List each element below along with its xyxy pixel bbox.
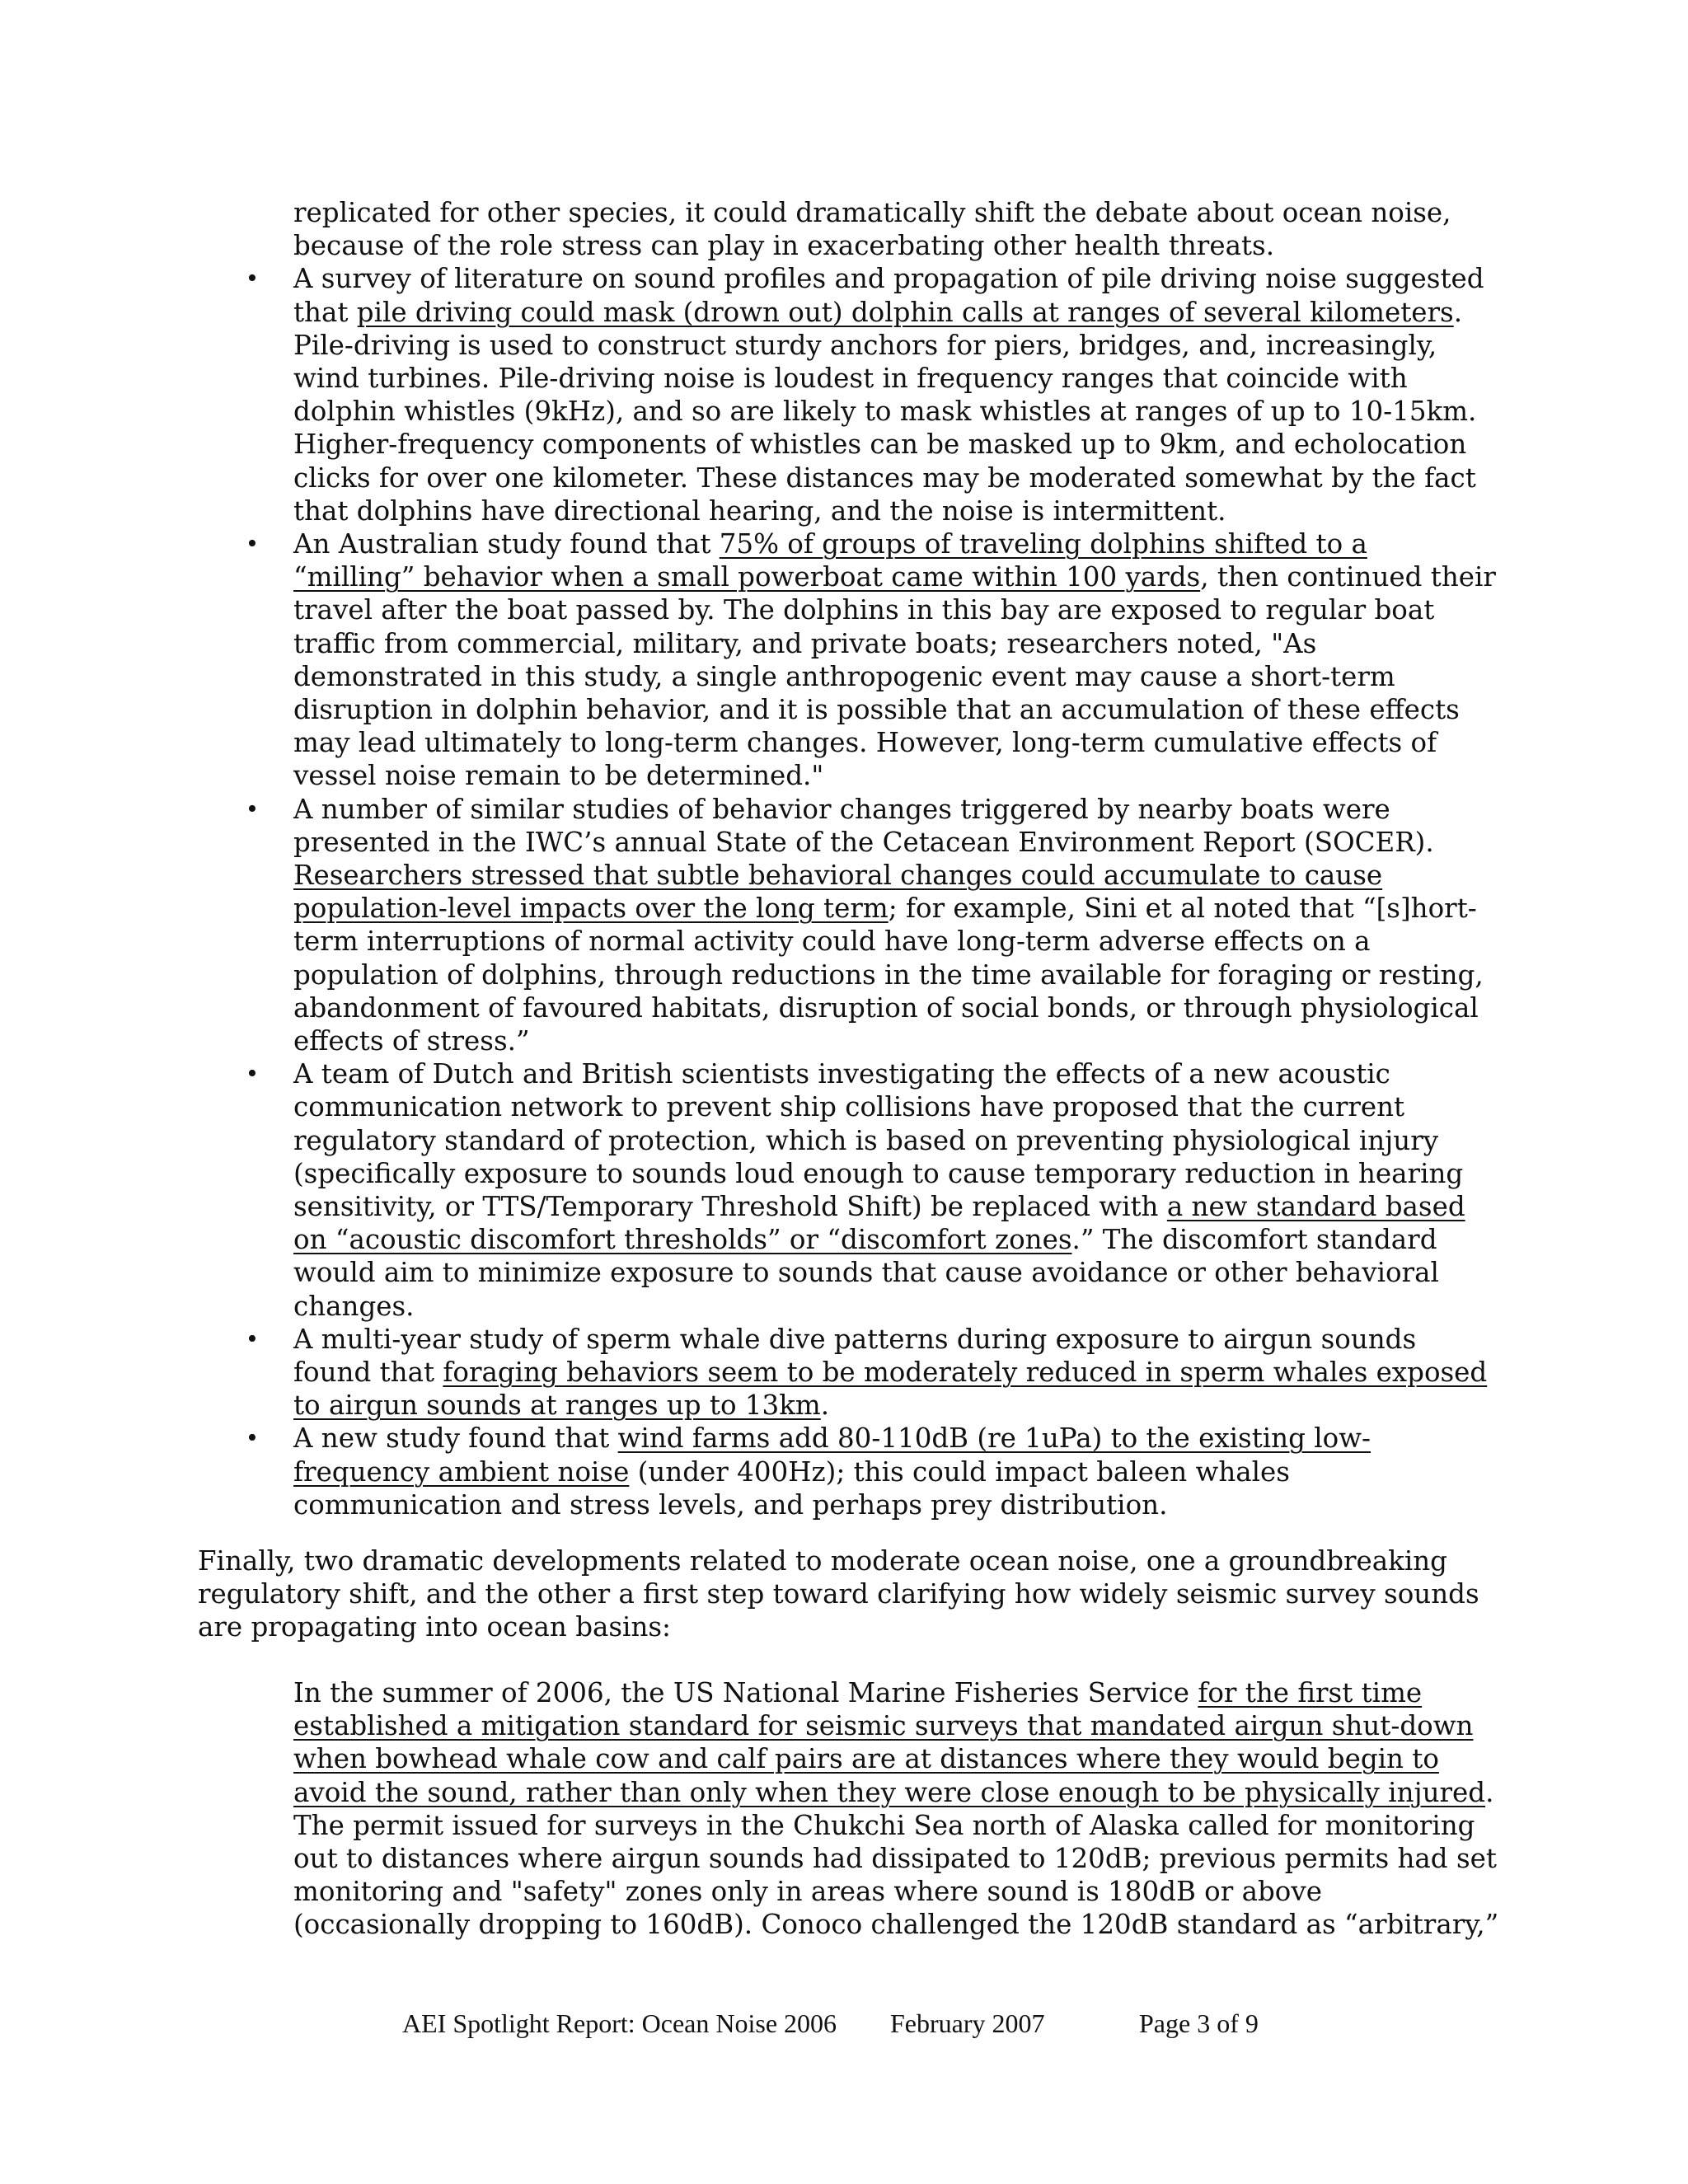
text-run: communication network to prevent ship collisions have proposed that the current (293, 1091, 1405, 1123)
underlined-text: pile driving could mask (drown out) dolphin calls at ranges of several kilometers (356, 296, 1454, 328)
footer-date: February 2007 (890, 2008, 1045, 2038)
text-run: changes. (293, 1290, 415, 1322)
underlined-text: 75% of groups of traveling dolphins shifted to a (719, 528, 1367, 560)
text-line (293, 627, 1316, 660)
text-run: wind turbines. Pile-driving noise is loudest in frequency ranges that coincide with (293, 363, 1408, 394)
text-run: out to distances where airgun sounds had dissipated to 120dB; previous permits had set (293, 1843, 1497, 1874)
text-run: (under 400Hz); this could impact baleen whales (629, 1455, 1290, 1488)
text-run: , then continued their (1200, 561, 1496, 593)
text-run: demonstrated in this study, a single anthropogenic event may cause a short-term (293, 660, 1395, 692)
text-run: Higher-frequency components of whistles can be masked up to 9km, and echolocation (293, 429, 1467, 461)
text-run: An Australian study found that (293, 528, 720, 560)
text-line (293, 1488, 1167, 1521)
text-line (293, 196, 1451, 229)
text-line (293, 329, 1437, 362)
text-run: abandonment of favoured habitats, disruption of social bonds, or through physiological (293, 991, 1479, 1024)
underlined-text: foraging behaviors seem to be moderately reduced in sperm whales exposed (443, 1357, 1488, 1388)
text-line (293, 1223, 1437, 1256)
text-run: are propagating into ocean basins: (198, 1611, 672, 1643)
text-run: . (1485, 1776, 1494, 1808)
text-run: Pile-driving is used to construct sturdy anchors for piers, bridges, and, increasingly, (293, 329, 1437, 361)
underlined-text: Researchers stressed that subtle behavioral changes could accumulate to cause (293, 860, 1383, 891)
text-line (198, 1610, 671, 1643)
text-line (293, 1124, 1438, 1157)
text-run: regulatory standard of protection, which is based on preventing physiological injury (293, 1124, 1439, 1156)
text-line (293, 1809, 1475, 1842)
underlined-text: to airgun sounds at ranges up to 13km (293, 1390, 821, 1422)
text-line (293, 1676, 1422, 1709)
text-run: regulatory shift, and the other a first step toward clarifying how widely seismic survey sounds (198, 1578, 1479, 1610)
text-run: may lead ultimately to long-term changes. However, long-term cumulative effects of (293, 727, 1437, 759)
text-line (293, 859, 1382, 892)
bullet-icon: • (247, 1058, 257, 1090)
text-run: (occasionally dropping to 160dB). Conoco challenged the 120dB standard as “arbitrary,” (293, 1909, 1499, 1941)
text-line (198, 1544, 1447, 1577)
text-line (293, 462, 1476, 494)
text-run: . (820, 1390, 830, 1422)
text-line (293, 1709, 1473, 1742)
text-line (293, 1455, 1290, 1488)
text-line (293, 958, 1484, 991)
text-line (293, 1057, 1390, 1090)
underlined-text: avoid the sound, rather than only when they were close enough to be physically injured (293, 1776, 1486, 1808)
text-line (293, 1157, 1463, 1190)
text-run: A team of Dutch and British scientists investigating the effects of a new acoustic (293, 1058, 1390, 1090)
text-run: replicated for other species, it could dramatically shift the debate about ocean noise, (293, 197, 1451, 228)
text-run: .” The discomfort standard (1071, 1224, 1437, 1256)
underlined-text: population-level impacts over the long term (293, 893, 889, 925)
text-line (293, 1323, 1416, 1356)
text-run: because of the role stress can play in exacerbating other health threats. (293, 230, 1275, 262)
text-line (293, 826, 1434, 859)
underlined-text: when bowhead whale cow and calf pairs are at distances where they would begin to (293, 1743, 1439, 1775)
text-line (293, 1776, 1493, 1809)
bullet-icon: • (247, 1323, 257, 1354)
text-line (293, 726, 1437, 759)
text-line (293, 1875, 1322, 1908)
text-run: A survey of literature on sound profiles and propagation of pile driving noise suggested (293, 263, 1484, 295)
text-line (198, 1577, 1479, 1610)
text-line (293, 527, 1367, 560)
bullet-icon: • (247, 1422, 257, 1454)
text-line (293, 494, 1226, 527)
text-line (293, 793, 1390, 826)
text-run: sensitivity, or TTS/Temporary Threshold Shift) be replaced with (293, 1191, 1167, 1222)
text-run: would aim to minimize exposure to sounds that cause avoidance or other behavioral (293, 1257, 1439, 1289)
bullet-icon: • (247, 528, 257, 559)
text-run: clicks for over one kilometer. These distances may be moderated somewhat by the fact (293, 462, 1476, 494)
text-run: dolphin whistles (9kHz), and so are likely to mask whistles at ranges of up to 10-15km. (293, 396, 1477, 428)
bullet-icon: • (247, 263, 257, 294)
underlined-text: for the first time (1198, 1677, 1423, 1708)
underlined-text: frequency ambient noise (293, 1455, 630, 1488)
bullet-icon: • (247, 793, 257, 824)
text-line (293, 1024, 530, 1057)
text-run: Finally, two dramatic developments related to moderate ocean noise, one a groundbreaking (198, 1545, 1447, 1577)
text-line (293, 925, 1371, 958)
text-line (293, 262, 1484, 295)
text-line (293, 593, 1434, 626)
text-line (293, 362, 1408, 395)
text-run: that dolphins have directional hearing, and the noise is intermittent. (293, 494, 1226, 527)
text-run: monitoring and "safety" zones only in areas where sound is 180dB or above (293, 1876, 1322, 1908)
text-line (293, 1090, 1404, 1123)
text-run: The permit issued for surveys in the Chukchi Sea north of Alaska called for monitoring (293, 1809, 1475, 1841)
text-run: communication and stress levels, and perhaps prey distribution. (293, 1488, 1168, 1521)
text-run: that (293, 296, 357, 328)
text-line (293, 759, 823, 792)
text-line (293, 395, 1476, 428)
text-line (293, 229, 1274, 262)
text-run: A number of similar studies of behavior changes triggered by nearby boats were (293, 793, 1390, 825)
text-run: travel after the boat passed by. The dolphins in this bay are exposed to regular boat (293, 594, 1435, 626)
text-run: In the summer of 2006, the US National Marine Fisheries Service (293, 1677, 1198, 1708)
text-run: vessel noise remain to be determined." (293, 760, 824, 792)
text-line (293, 660, 1395, 693)
text-run: disruption in dolphin behavior, and it is possible that an accumulation of these effects (293, 694, 1460, 725)
text-line (293, 1422, 1371, 1455)
text-line (293, 296, 1462, 329)
text-run: A multi-year study of sperm whale dive patterns during exposure to airgun sounds (293, 1323, 1417, 1355)
text-line (293, 1190, 1465, 1223)
text-run: term interruptions of normal activity could have long-term adverse effects on a (293, 926, 1371, 958)
text-line (293, 1256, 1439, 1289)
text-line (293, 1908, 1498, 1941)
text-line (293, 560, 1496, 593)
text-run: ; for example, Sini et al noted that “[s]hort- (888, 893, 1477, 925)
underlined-text: a new standard based (1166, 1191, 1465, 1222)
text-run: . (1453, 296, 1463, 328)
underlined-text: wind farms add 80-110dB (re 1uPa) to the existing low- (617, 1422, 1372, 1455)
text-run: found that (293, 1357, 443, 1388)
underlined-text: established a mitigation standard for seismic surveys that mandated airgun shut-down (293, 1710, 1474, 1742)
text-line (293, 1742, 1439, 1775)
text-line (293, 1290, 415, 1323)
text-run: effects of stress.” (293, 1025, 530, 1057)
text-run: presented in the IWC’s annual State of the Cetacean Environment Report (SOCER). (293, 826, 1434, 858)
text-run: population of dolphins, through reductions in the time available for foraging or resting, (293, 958, 1484, 991)
underlined-text: on “acoustic discomfort thresholds” or “discomfort zones (293, 1224, 1072, 1256)
text-run: traffic from commercial, military, and private boats; researchers noted, "As (293, 627, 1317, 659)
text-line (293, 991, 1479, 1024)
text-line (293, 1356, 1487, 1389)
footer-report-title: AEI Spotlight Report: Ocean Noise 2006 (402, 2008, 837, 2038)
underlined-text: “milling” behavior when a small powerboat came within 100 yards (293, 561, 1201, 593)
text-line (293, 1842, 1497, 1875)
text-run: (specifically exposure to sounds loud enough to cause temporary reduction in hearing (293, 1157, 1464, 1189)
text-line (293, 892, 1477, 925)
text-line (293, 1389, 829, 1422)
text-line (293, 428, 1466, 461)
text-line (293, 693, 1460, 726)
footer-page-number: Page 3 of 9 (1139, 2008, 1259, 2038)
text-run: A new study found that (293, 1422, 618, 1455)
